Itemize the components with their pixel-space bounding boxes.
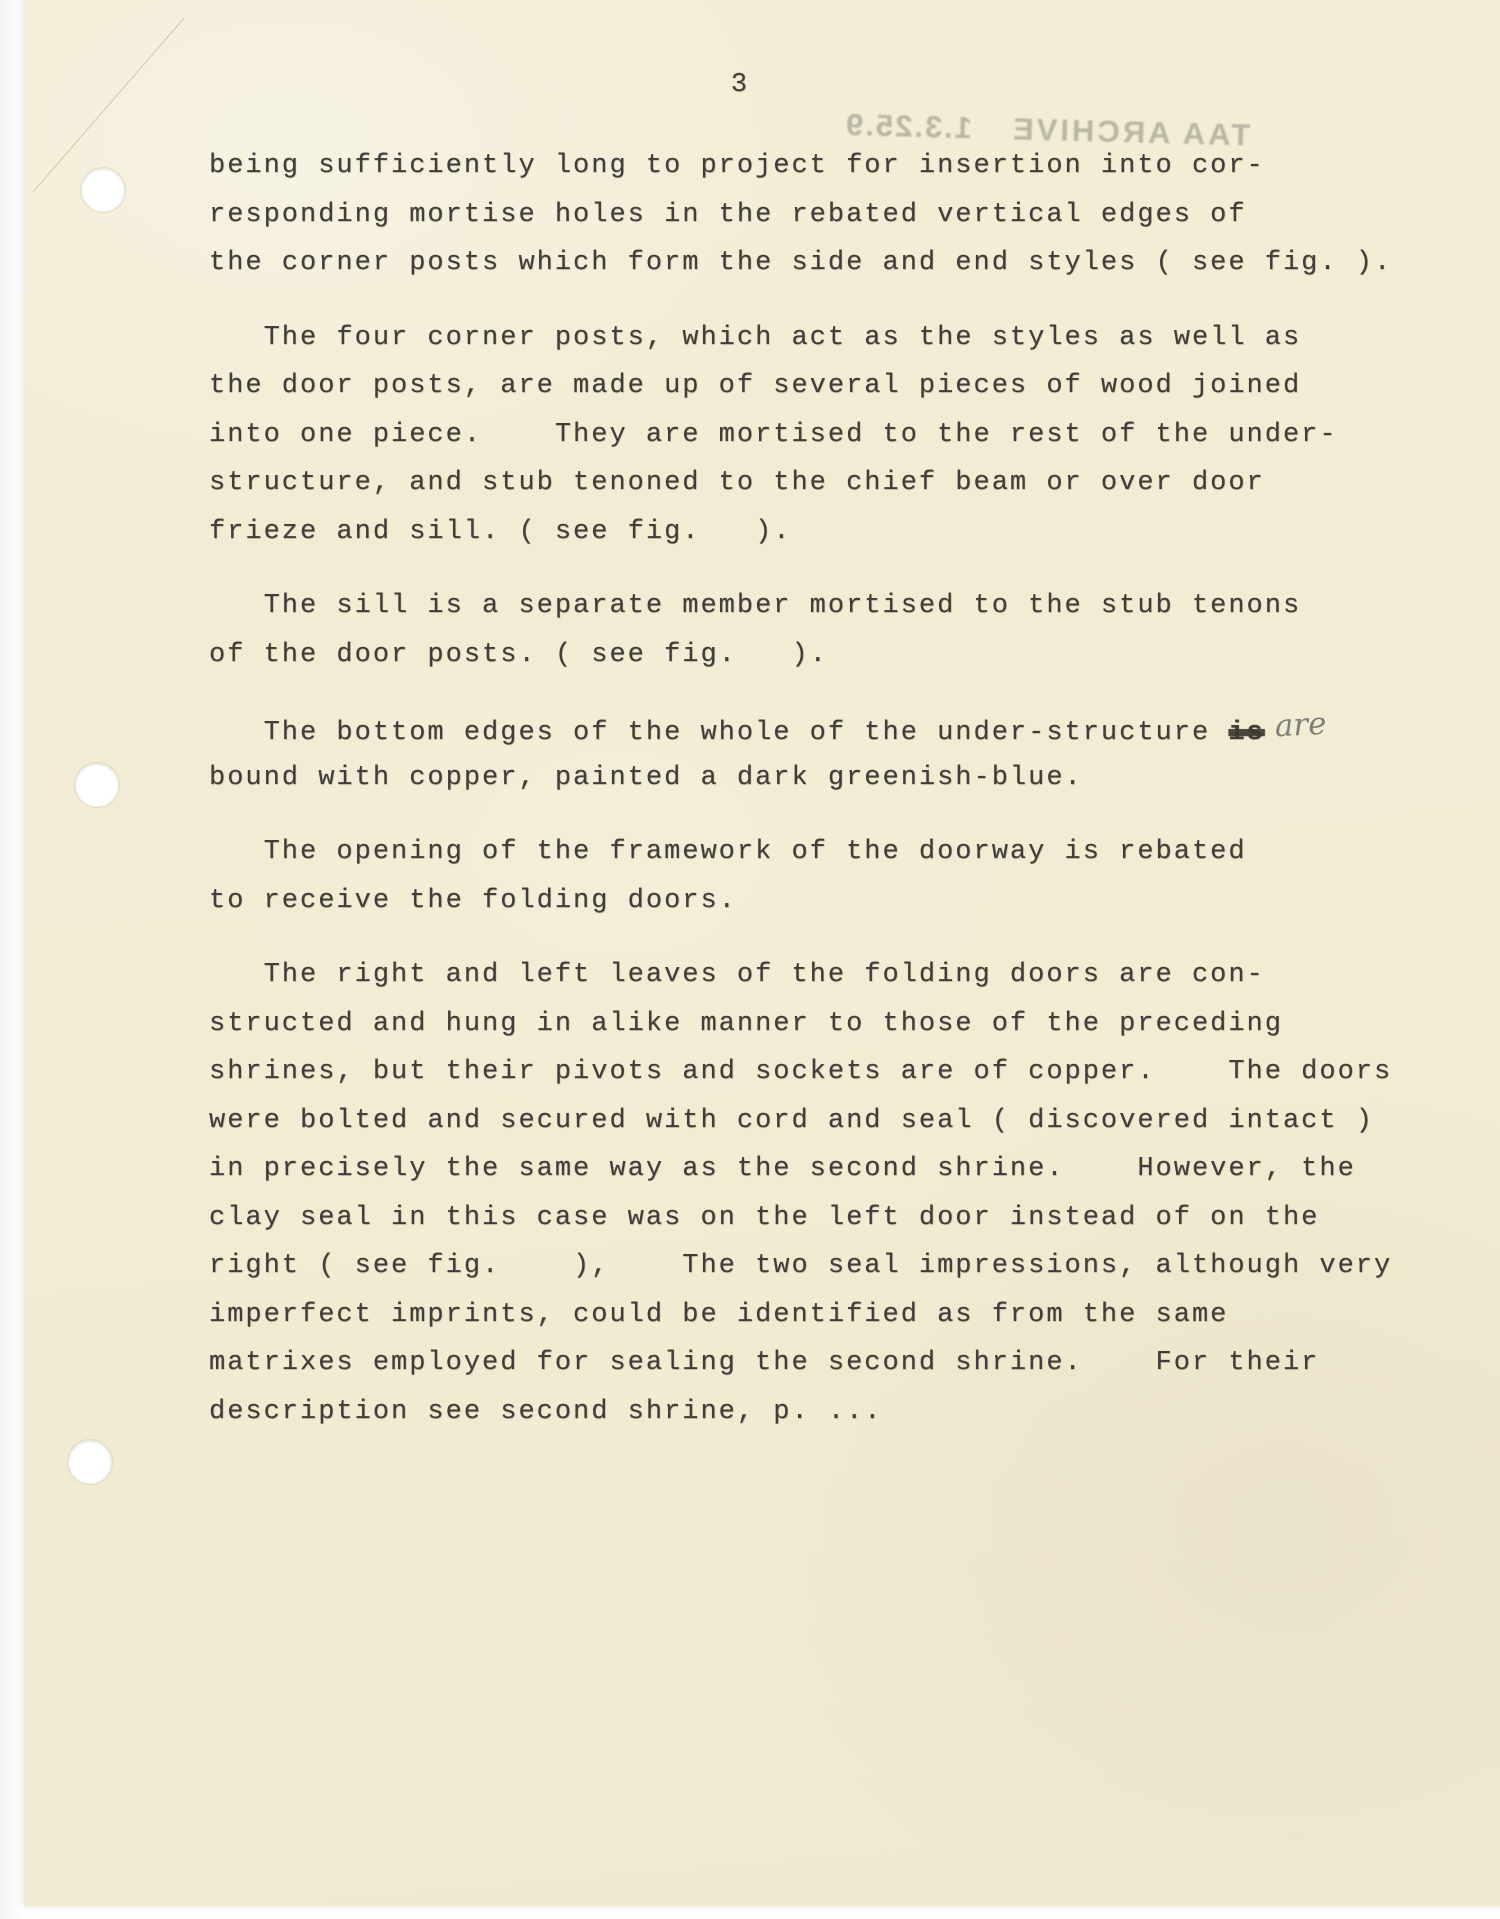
paragraph-6 bbox=[209, 951, 1454, 1436]
text-line: of the door posts. ( see fig. ). bbox=[209, 639, 828, 670]
text-line: The opening of the framework of the doorway is rebated bbox=[209, 837, 1247, 867]
text-line: in precisely the same way as the second shrine. However, the bbox=[209, 1154, 1356, 1184]
text-line: matrixes employed for sealing the second shrine. For their bbox=[209, 1348, 1320, 1378]
paper-crease bbox=[33, 17, 185, 191]
text-line: frieze and sill. ( see fig. ). bbox=[209, 516, 792, 547]
text-line: The right and left leaves of the folding doors are con- bbox=[209, 960, 1265, 990]
text-line: to receive the folding doors. bbox=[209, 885, 737, 916]
document-page bbox=[24, 0, 1500, 1906]
typewritten-text bbox=[209, 142, 1454, 1436]
text-line-with-correction bbox=[209, 705, 1454, 754]
text-line: were bolted and secured with cord and seal ( discovered intact ) bbox=[209, 1105, 1374, 1136]
stamp-text: TAA ARCHIVE bbox=[1009, 111, 1251, 153]
paragraph-4 bbox=[209, 705, 1454, 802]
paragraph-5 bbox=[209, 828, 1454, 925]
text-line: shrines, but their pivots and sockets are of copper. The doors bbox=[209, 1057, 1393, 1087]
text-line: being sufficiently long to project for insertion into cor- bbox=[209, 151, 1265, 181]
text-segment: The bottom edges of the whole of the under-structure bbox=[209, 718, 1229, 748]
paragraph-2 bbox=[209, 314, 1454, 557]
struck-out-word: is bbox=[1228, 718, 1265, 748]
paragraph-3 bbox=[209, 582, 1454, 679]
text-line: description see second shrine, p. ... bbox=[209, 1396, 883, 1427]
handwritten-correction: are bbox=[1273, 705, 1328, 745]
text-line: The sill is a separate member mortised to the stub tenons bbox=[209, 591, 1302, 621]
punch-hole-bottom bbox=[68, 1440, 112, 1484]
text-line: clay seal in this case was on the left door instead of on the bbox=[209, 1202, 1320, 1233]
text-line: responding mortise holes in the rebated vertical edges of bbox=[209, 199, 1247, 230]
punch-hole-middle bbox=[75, 763, 119, 807]
text-line: The four corner posts, which act as the styles as well as bbox=[209, 322, 1302, 353]
text-line: into one piece. They are mortised to the rest of the under- bbox=[209, 419, 1338, 450]
text-line: structure, and stub tenoned to the chief beam or over door bbox=[209, 468, 1265, 498]
paragraph-1 bbox=[209, 142, 1454, 288]
text-line: imperfect imprints, could be identified as from the same bbox=[209, 1299, 1229, 1330]
text-line: right ( see fig. ), The two seal impressions, although very bbox=[209, 1251, 1393, 1281]
punch-hole-top bbox=[81, 168, 125, 212]
stamp-number: 1.3.25.9 bbox=[843, 106, 973, 146]
text-line: structed and hung in alike manner to those of the preceding bbox=[209, 1008, 1283, 1039]
page-number: 3 bbox=[730, 70, 748, 100]
text-line: bound with copper, painted a dark greenish-blue. bbox=[209, 762, 1083, 793]
text-line: the corner posts which form the side and end styles ( see fig. ). bbox=[209, 248, 1393, 278]
text-line: the door posts, are made up of several pieces of wood joined bbox=[209, 371, 1302, 401]
